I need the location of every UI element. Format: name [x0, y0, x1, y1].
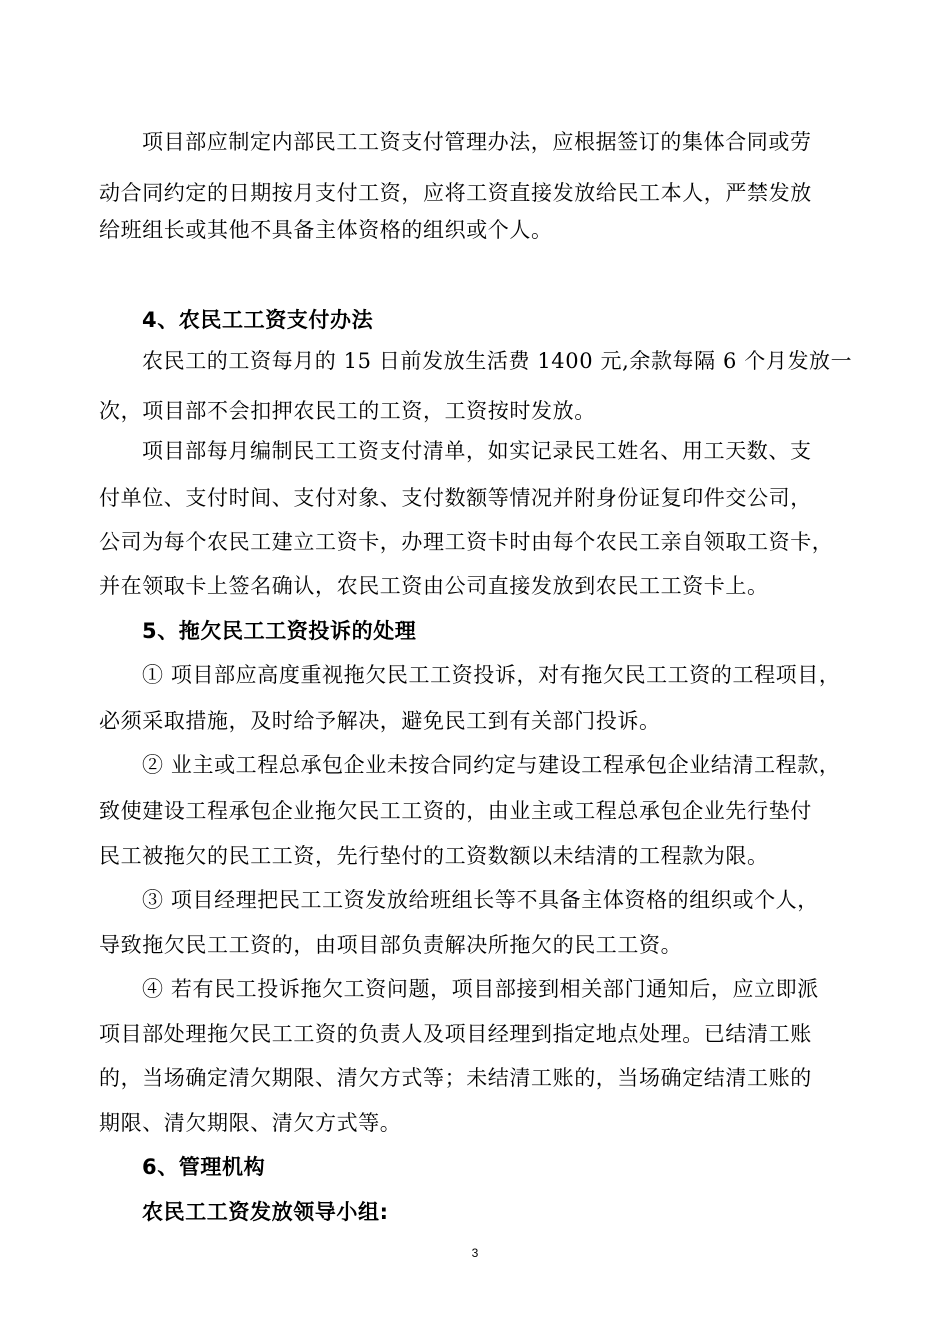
- paragraph-line: 民工被拖欠的民工工资，先行垫付的工资数额以未结清的工程款为限。: [99, 844, 769, 868]
- paragraph-line: 动合同约定的日期按月支付工资，应将工资直接发放给民工本人，严禁发放: [99, 181, 812, 205]
- paragraph-line: 项目部应制定内部民工工资支付管理办法，应根据签订的集体合同或劳: [142, 130, 812, 154]
- paragraph-line: 导致拖欠民工工资的，由项目部负责解决所拖欠的民工工资。: [99, 933, 683, 957]
- section-heading-5: 5、拖欠民工工资投诉的处理: [142, 619, 417, 643]
- paragraph-line: 期限、清欠期限、清欠方式等。: [99, 1111, 402, 1135]
- paragraph-line: ④ 若有民工投诉拖欠工资问题，项目部接到相关部门通知后，应立即派: [142, 977, 819, 1001]
- paragraph-line: ② 业主或工程总承包企业未按合同约定与建设工程承包企业结清工程款，: [142, 753, 841, 777]
- paragraph-line: 农民工的工资每月的 15 日前发放生活费 1400 元,余款每隔 6 个月发放一: [142, 349, 853, 373]
- paragraph-line: 的，当场确定清欠期限、清欠方式等；未结清工账的，当场确定结清工账的: [99, 1066, 812, 1090]
- paragraph-line: 项目部处理拖欠民工工资的负责人及项目经理到指定地点处理。已结清工账: [99, 1022, 812, 1046]
- page-number: 3: [471, 1246, 479, 1260]
- section-heading-6: 6、管理机构: [142, 1155, 266, 1179]
- paragraph-line: 必须采取措施，及时给予解决，避免民工到有关部门投诉。: [99, 709, 661, 733]
- paragraph-line: ① 项目部应高度重视拖欠民工工资投诉，对有拖欠民工工资的工程项目，: [142, 663, 841, 687]
- paragraph-line: 项目部每月编制民工工资支付清单，如实记录民工姓名、用工天数、支: [142, 439, 812, 463]
- paragraph-line: 并在领取卡上签名确认，农民工资由公司直接发放到农民工工资卡上。: [99, 574, 769, 598]
- paragraph-line: 次，项目部不会扣押农民工的工资，工资按时发放。: [99, 399, 596, 423]
- paragraph-line: ③ 项目经理把民工工资发放给班组长等不具备主体资格的组织或个人，: [142, 888, 819, 912]
- paragraph-line: 给班组长或其他不具备主体资格的组织或个人。: [99, 218, 553, 242]
- paragraph-line: 付单位、支付时间、支付对象、支付数额等情况并附身份证复印件交公司，: [99, 486, 812, 510]
- subheading-leadership-group: 农民工工资发放领导小组:: [142, 1200, 389, 1224]
- paragraph-line: 公司为每个农民工建立工资卡，办理工资卡时由每个农民工亲自领取工资卡，: [99, 530, 834, 554]
- section-heading-4: 4、农民工工资支付办法: [142, 308, 374, 332]
- paragraph-line: 致使建设工程承包企业拖欠民工工资的，由业主或工程总承包企业先行垫付: [99, 799, 812, 823]
